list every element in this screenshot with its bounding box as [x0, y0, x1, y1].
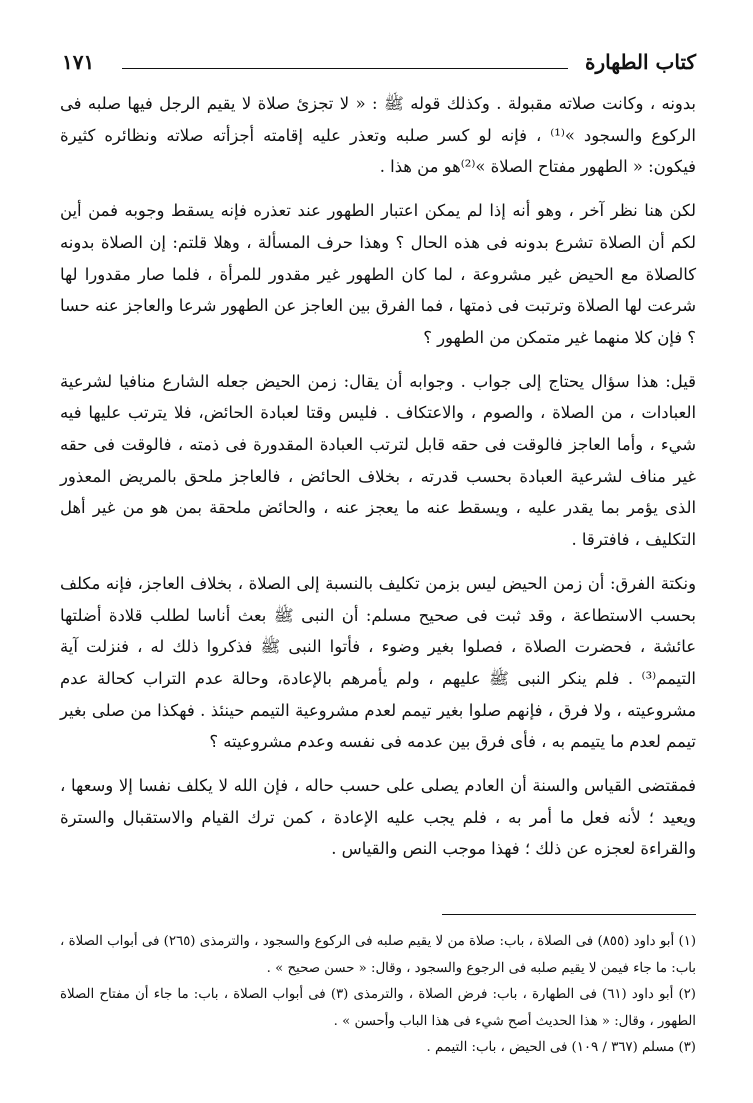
page-header — [62, 48, 696, 78]
footnotes — [60, 929, 696, 1062]
main-text — [60, 88, 696, 865]
footnote: (٣) مسلم (٣٦٧ / ١٠٩) فى الحيض ، باب: التيمم . — [426, 1040, 696, 1055]
footnote: (٢) أبو داود (٦١) فى الطهارة ، باب: فرض الصلاة ، والترمذى (٣) فى أبواب الصلاة ، باب: ما جاء أن مفتاح الصلاة الطهور ، وقال: « هذا الحديث أصح شيء فى هذا الباب وأحسن » . — [60, 987, 696, 1029]
footnote-divider — [442, 914, 696, 915]
paragraph: بدونه ، وكانت صلاته مقبولة . وكذلك قوله ﷺ : « لا تجزئ صلاة لا يقيم الرجل فيها صلبه فى الركوع والسجود »⁽¹⁾ ، فإنه لو كسر صلبه وتعذر عليه إقامته أجزأته صلاته ونظائره كثيرة فيكون: « الطهور مفتاح الصلاة »⁽²⁾هو من هذا . — [60, 94, 696, 177]
paragraph: لكن هنا نظر آخر ، وهو أنه إذا لم يمكن اعتبار الطهور عند تعذره فإنه يسقط وجوبه فمن أين لكم أن الصلاة تشرع بدونه فى هذه الحال ؟ وهذا حرف المسألة ، وهلا قلتم: إن الصلاة بدونه كالصلاة مع الحيض غير مشروعة ، لما كان الطهور غير مقدور للمرأة ، فلما صار مقدورا لها شرعت لها الصلاة وترتبت فى ذمتها ، فما الفرق بين العاجز عن الطهور شرعا والعاجز عنه حسا ؟ فإن كلا منهما غير متمكن من الطهور ؟ — [60, 201, 696, 347]
chapter-title: كتاب الطهارة — [585, 50, 696, 74]
page-number: ١٧١ — [62, 50, 95, 74]
paragraph: فمقتضى القياس والسنة أن العادم يصلى على حسب حاله ، فإن الله لا يكلف نفسا إلا وسعها ، ويعيد ؛ لأنه فعل ما أمر به ، فلم يجب عليه الإعادة ، كمن ترك القيام والاستقبال والسترة والقراءة لعجزه عن ذلك ؛ فهذا موجب النص والقياس . — [60, 776, 696, 859]
paragraph: ونكتة الفرق: أن زمن الحيض ليس بزمن تكليف بالنسبة إلى الصلاة ، بخلاف العاجز، فإنه مكلف بحسب الاستطاعة ، وقد ثبت فى صحيح مسلم: أن النبى ﷺ بعث أناسا لطلب قلادة أضلتها عائشة ، فحضرت الصلاة ، فصلوا بغير وضوء ، فأتوا النبى ﷺ فذكروا ذلك له ، فنزلت آية التيمم⁽³⁾ . فلم ينكر النبى ﷺ عليهم ، ولم يأمرهم بالإعادة، وحالة عدم التراب كحالة عدم مشروعيته ، ولا فرق ، فإنهم صلوا بغير تيمم لعدم مشروعية التيمم حينئذ . فهكذا من صلى بغير تيمم لعدم ما يتيمم به ، فأى فرق بين عدمه فى نفسه وعدم مشروعيته ؟ — [60, 573, 696, 752]
header-rule — [122, 68, 568, 69]
paragraph: قيل: هذا سؤال يحتاج إلى جواب . وجوابه أن يقال: زمن الحيض جعله الشارع منافيا لشرعية العبادات ، من الصلاة ، والصوم ، والاعتكاف . فليس وقتا لعبادة الحائض، فلا يترتب عليها فيه شيء ، وأما العاجز فالوقت فى حقه قابل لترتب العبادة المقدورة فى ذمته ، فالوقت فى حقه غير مناف لشرعية العبادة بحسب قدرته ، بخلاف الحائض ، فالعاجز ملحق بالمريض المعذور الذى يؤمر بما يقدر عليه ، ويسقط عنه ما يعجز عنه ، والحائض ملحقة بمن هو من غير أهل التكليف ، فافترقا . — [60, 371, 696, 550]
footnote: (١) أبو داود (٨٥٥) فى الصلاة ، باب: صلاة من لا يقيم صلبه فى الركوع والسجود ، والترمذى (٢٦٥) فى أبواب الصلاة ، باب: ما جاء فيمن لا يقيم صلبه فى الرجوع والسجود ، وقال: « حسن صحيح » . — [60, 934, 697, 976]
